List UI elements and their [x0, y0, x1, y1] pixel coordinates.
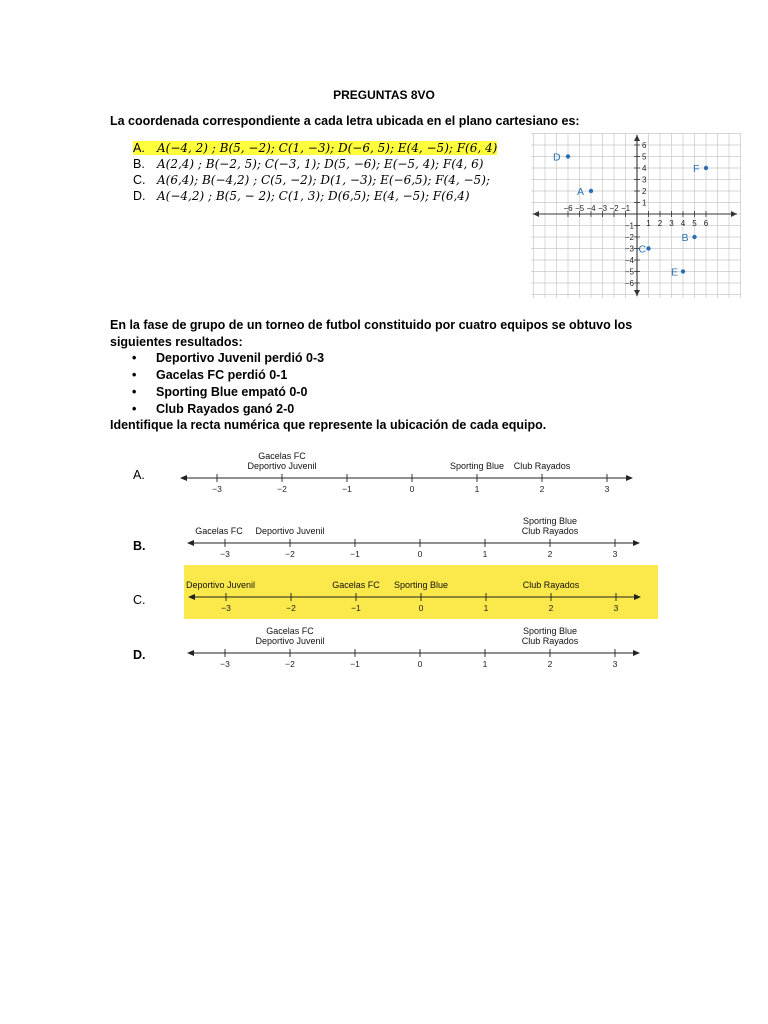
y-tick-label: 5: [642, 152, 647, 162]
y-tick-label: −6: [624, 279, 634, 288]
page-title: PREGUNTAS 8VO: [333, 88, 435, 102]
tick-label: 3: [612, 659, 618, 669]
q2-option-d-label[interactable]: D.: [133, 648, 146, 662]
point-marker: [646, 246, 650, 250]
q2-option-b-label[interactable]: B.: [133, 539, 146, 553]
number-lines: [0, 440, 768, 680]
tick-label: 1: [482, 549, 488, 559]
team-label: Club Rayados: [522, 580, 580, 590]
tick-label: 1: [482, 659, 488, 669]
q1-option-a[interactable]: [133, 140, 497, 156]
x-tick-label: 1: [646, 219, 651, 228]
tick-label: 1: [474, 484, 480, 494]
point-marker: [589, 189, 593, 193]
x-tick-label: −2: [609, 204, 619, 213]
result-item: • Gacelas FC perdió 0-1: [110, 367, 610, 384]
team-label: Club Rayados: [521, 526, 579, 536]
tick-label: 0: [409, 484, 415, 494]
tick-label: 2: [547, 659, 553, 669]
team-label: Gacelas FC: [195, 526, 243, 536]
cartesian-plane: [531, 133, 741, 298]
team-label: Sporting Blue: [522, 516, 578, 526]
tick-label: −2: [286, 603, 296, 613]
q1-option-d[interactable]: D. A(−4,2) ; B(5, − 2); C(1, 3); D(6,5); E(4, −5); F(6,4): [133, 189, 470, 203]
point-label: D: [553, 151, 561, 164]
x-tick-label: −4: [586, 204, 596, 213]
team-label: Deportivo Juvenil: [255, 526, 325, 536]
tick-label: 3: [612, 549, 618, 559]
q1-option-a-highlight: A. A(−4, 2) ; B(5, −2); C(1, −3); D(−6, 5); E(4, −5); F(6, 4): [133, 141, 498, 155]
tick-label: 2: [539, 484, 545, 494]
point-marker: [566, 154, 570, 158]
team-label: Sporting Blue: [522, 626, 578, 636]
tick-label: −2: [285, 659, 295, 669]
tick-label: −2: [277, 484, 287, 494]
team-label: Club Rayados: [521, 636, 579, 646]
tick-label: 0: [417, 549, 423, 559]
q1-option-c[interactable]: C. A(6,4); B(−4,2) ; C(5, −2); D(1, −3); E(−6,5); F(4, −5);: [133, 173, 490, 187]
team-label: Deportivo Juvenil: [255, 636, 325, 646]
q2-results-list: [110, 350, 610, 418]
team-label: Club Rayados: [513, 461, 571, 471]
result-item: • Club Rayados ganó 2-0: [110, 401, 610, 418]
number-line-d: [187, 626, 640, 669]
point-label: F: [693, 163, 700, 175]
y-tick-label: −3: [624, 244, 634, 254]
tick-label: −2: [285, 549, 295, 559]
result-item: • Deportivo Juvenil perdió 0-3: [110, 350, 610, 367]
tick-label: −1: [351, 603, 361, 613]
tick-label: −1: [350, 549, 360, 559]
x-tick-label: −5: [574, 204, 585, 213]
q1-question: La coordenada correspondiente a cada letra ubicada en el plano cartesiano es:: [110, 114, 580, 128]
tick-label: −3: [221, 603, 231, 613]
team-label: Sporting Blue: [393, 580, 449, 590]
y-tick-label: 1: [642, 198, 647, 208]
team-label: Deportivo Juvenil: [247, 461, 317, 471]
tick-label: 2: [548, 603, 554, 613]
tick-label: 2: [547, 549, 553, 559]
q2-option-a-label[interactable]: A.: [133, 468, 145, 482]
plane-grid: [531, 133, 741, 298]
tick-label: 0: [418, 603, 424, 613]
q2-option-c-label[interactable]: C.: [133, 593, 146, 607]
tick-label: −3: [212, 484, 222, 494]
point-marker: [681, 269, 685, 273]
point-label: C: [638, 243, 647, 256]
tick-label: −3: [220, 659, 230, 669]
x-tick-label: 3: [669, 219, 674, 228]
y-tick-label: 6: [642, 141, 647, 150]
y-tick-label: 3: [642, 175, 647, 185]
number-line-b: [187, 516, 640, 559]
point-label: A: [577, 186, 585, 198]
q2-intro: En la fase de grupo de un torneo de futbol constituido por cuatro equipos se obtuvo los siguientes resultados:: [110, 318, 633, 349]
team-label: Deportivo Juvenil: [186, 580, 256, 590]
point-marker: [704, 166, 708, 170]
x-tick-label: 2: [657, 219, 663, 228]
y-tick-label: −1: [624, 221, 634, 231]
x-tick-label: 5: [692, 219, 697, 228]
tick-label: 0: [417, 659, 423, 669]
q1-options: [133, 140, 497, 204]
result-item: • Sporting Blue empató 0-0: [110, 384, 610, 401]
team-label: Gacelas FC: [332, 580, 380, 590]
tick-label: −1: [350, 659, 360, 669]
tick-label: −1: [342, 484, 352, 494]
point-label: E: [671, 266, 679, 279]
tick-label: 1: [483, 603, 489, 613]
team-label: Gacelas FC: [258, 451, 306, 461]
number-line-a: [180, 451, 633, 494]
point-label: B: [681, 232, 689, 244]
y-tick-label: −5: [624, 267, 634, 277]
number-line-c: [186, 580, 641, 613]
x-tick-label: 6: [703, 219, 709, 228]
x-tick-label: −1: [620, 204, 631, 213]
q2-question: Identifique la recta numérica que represente la ubicación de cada equipo.: [110, 418, 547, 432]
x-tick-label: 4: [680, 219, 686, 228]
tick-label: −3: [220, 549, 230, 559]
y-tick-label: 4: [642, 164, 647, 173]
q1-option-b[interactable]: B. A(2,4) ; B(−2, 5); C(−3, 1); D(5, −6); E(−5, 4); F(4, 6): [133, 157, 484, 171]
tick-label: 3: [613, 603, 619, 613]
y-tick-label: −2: [624, 233, 634, 242]
tick-label: 3: [604, 484, 610, 494]
point-marker: [692, 235, 696, 239]
x-tick-label: −3: [597, 204, 608, 213]
y-tick-label: 2: [642, 187, 647, 196]
team-label: Gacelas FC: [266, 626, 314, 636]
x-tick-label: −6: [563, 204, 573, 213]
team-label: Sporting Blue: [449, 461, 505, 471]
y-tick-label: −4: [624, 256, 634, 265]
